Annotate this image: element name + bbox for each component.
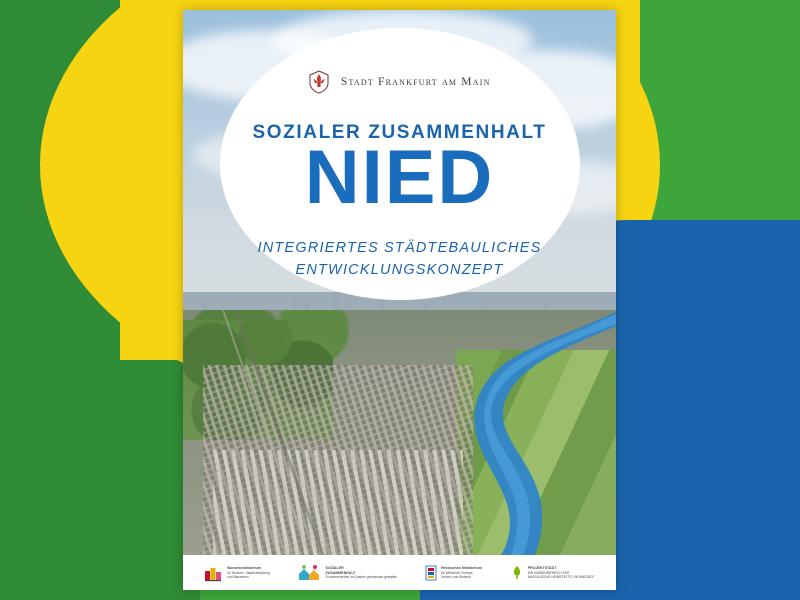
cover-title: NIED	[304, 135, 495, 220]
logo-line3: Zusammenleben im Quartier gemeinsam gestalten	[325, 574, 398, 579]
sozialer-zusammenhalt-logo	[297, 564, 398, 582]
cover-subtitle-line1: INTEGRIERTES STÄDTEBAULICHES	[257, 240, 542, 256]
bundesministerium-logo	[204, 564, 269, 582]
sozialer-zusammenhalt-icon	[297, 564, 323, 582]
bundesministerium-logo-text	[227, 566, 269, 578]
cover-kicker: SOZIALER ZUSAMMENHALT	[252, 122, 547, 143]
logo-line2: für Wirtschaft, Energie,	[440, 570, 474, 575]
projektstadt-logo-text	[528, 566, 595, 578]
logo-line3: NASSAUISCHE HEIMSTÄTTE | WOHNSTADT	[527, 574, 595, 579]
rail-corridor	[183, 310, 616, 555]
logo-line3: und Bauwesen	[227, 574, 249, 579]
logo-line1: Bundesministerium	[227, 566, 261, 571]
hessen-lion-icon	[424, 564, 438, 582]
sozialer-zusammenhalt-logo-text	[326, 566, 398, 579]
frankfurt-crest-icon	[308, 70, 330, 94]
land-hessen-logo	[424, 564, 482, 582]
projektstadt-icon	[509, 564, 525, 582]
cover-subtitle-line2: ENTWICKLUNGSKONZEPT	[295, 261, 504, 278]
logo-line2: EIN MARKENBEREICH DER	[527, 570, 570, 575]
bundesministerium-icon	[204, 564, 224, 582]
cityscape	[183, 310, 616, 555]
cover-subtitle	[183, 238, 616, 282]
logo-line1: PROJEKTSTADT	[527, 566, 557, 571]
logo-line2: für Wohnen, Stadtentwicklung	[227, 570, 270, 575]
sponsor-logo-bar	[183, 555, 616, 590]
city-crest	[183, 70, 616, 94]
projektstadt-logo	[509, 564, 595, 582]
city-crest-label: Stadt Frankfurt am Main	[340, 76, 491, 88]
report-cover	[183, 10, 616, 590]
logo-line1: SOZIALER	[325, 566, 344, 571]
logo-line1: Hessisches Ministerium	[440, 566, 482, 571]
logo-line2: ZUSAMMENHALT	[325, 570, 356, 575]
land-hessen-logo-text	[441, 566, 482, 578]
logo-line3: Verkehr und Wohnen	[440, 574, 471, 579]
